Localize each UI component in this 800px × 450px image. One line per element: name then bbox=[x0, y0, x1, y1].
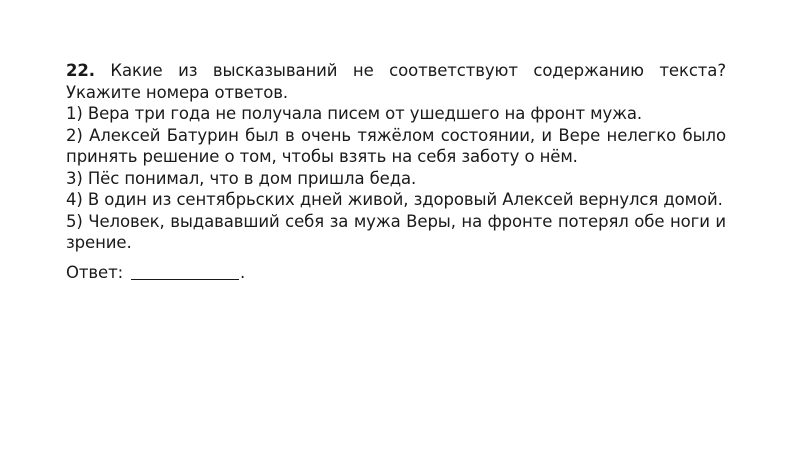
answer-option-5: 5) Человек, выдававший себя за мужа Веры, на фронте потерял обе ноги и зрение. bbox=[66, 211, 726, 252]
question-number: 22. bbox=[66, 61, 95, 80]
answer-option-4: 4) В один из сентябрьских дней живой, здоровый Алексей вернулся домой. bbox=[66, 190, 723, 209]
answer-blank-line[interactable] bbox=[131, 262, 239, 280]
answer-option-2: 2) Алексей Батурин был в очень тяжёлом состоянии, и Вере нелегко было принять решение о том, чтобы взять на себя заботу о нём. bbox=[66, 125, 726, 166]
answer-options-list bbox=[66, 103, 726, 254]
answer-row bbox=[66, 262, 726, 284]
question-prompt: Какие из высказываний не соответствуют содержанию текста? Укажите номера ответов. bbox=[66, 61, 726, 102]
task-block bbox=[66, 60, 726, 283]
answer-period: . bbox=[240, 262, 246, 282]
question-text bbox=[66, 60, 726, 103]
answer-label: Ответ: bbox=[66, 262, 124, 282]
answer-option-1: 1) Вера три года не получала писем от ушедшего на фронт мужа. bbox=[66, 104, 643, 123]
answer-option-3: 3) Пёс понимал, что в дом пришла беда. bbox=[66, 168, 417, 188]
